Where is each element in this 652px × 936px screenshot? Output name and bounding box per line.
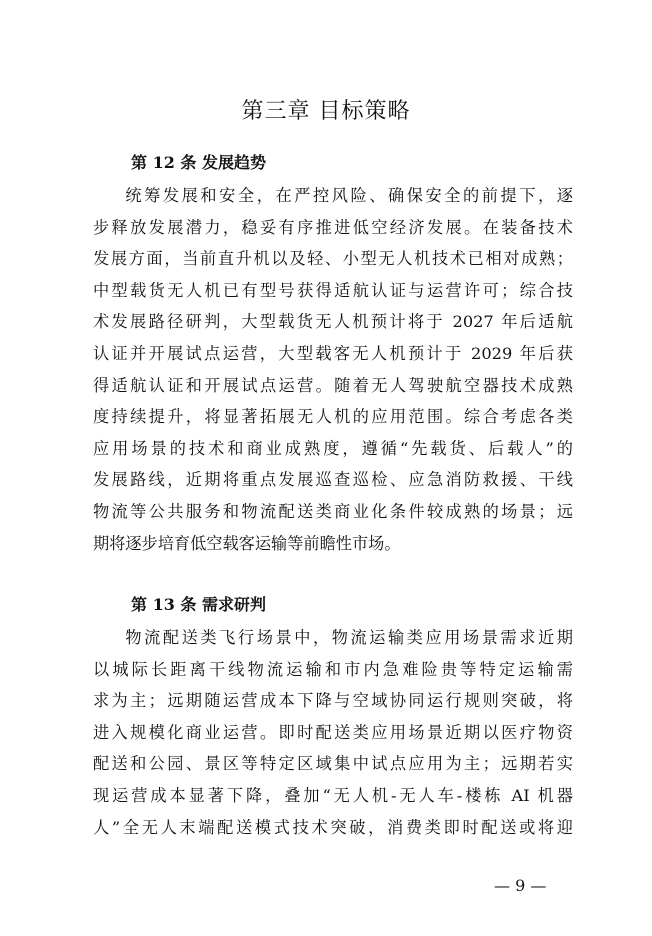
text-line: 度持续提升，将显著拓展无人机的应用范围。综合考虑各类: [93, 407, 573, 427]
text-line: 应用场景的技术和商业成熟度，遵循“先载货、后载人”的: [93, 438, 573, 458]
chapter-title: 第三章 目标策略: [241, 99, 411, 124]
text-line: 求为主；远期随运营成本下降与空域协同运行规则突破，将: [93, 691, 573, 711]
text-line: 配送和公园、景区等特定区域集中试点应用为主；远期若实: [93, 754, 573, 774]
text-line: 物流配送类飞行场景中，物流运输类应用场景需求近期: [125, 628, 573, 647]
text-line: 现运营成本显著下降，叠加“无人机-无人车-楼栋 AI 机器: [93, 785, 573, 805]
text-line: 得适航认证和开展试点运营。随着无人驾驶航空器技术成熟: [93, 375, 573, 395]
text-line: 术发展路径研判，大型载货无人机预计将于 2027 年后适航: [93, 312, 573, 332]
section-paragraph-13: [93, 622, 573, 843]
text-line: 统筹发展和安全，在严控风险、确保安全的前提下，逐: [125, 186, 573, 205]
text-line: 人”全无人末端配送模式技术突破，消费类即时配送或将迎: [93, 817, 573, 837]
text-line: 以城际长距离干线物流运输和市内急难险贵等特定运输需: [93, 659, 573, 679]
section-heading-12: 第 12 条 发展趋势: [131, 153, 266, 172]
section-paragraph-12: [93, 180, 573, 559]
text-line: 期将逐步培育低空载客运输等前瞻性市场。: [93, 533, 401, 553]
text-line: 中型载货无人机已有型号获得适航认证与运营许可；综合技: [93, 280, 573, 300]
text-line: 发展方面，当前直升机以及轻、小型无人机技术已相对成熟；: [93, 249, 573, 269]
text-line: 认证并开展试点运营，大型载客无人机预计于 2029 年后获: [93, 343, 573, 363]
page-number: — 9 —: [494, 876, 547, 895]
text-line: 进入规模化商业运营。即时配送类应用场景近期以医疗物资: [93, 722, 573, 742]
text-line: 物流等公共服务和物流配送类商业化条件较成熟的场景；远: [93, 501, 573, 521]
section-heading-13: 第 13 条 需求研判: [131, 595, 266, 614]
text-line: 步释放发展潜力，稳妥有序推进低空经济发展。在装备技术: [93, 217, 573, 237]
text-line: 发展路线，近期将重点发展巡查巡检、应急消防救援、干线: [93, 470, 573, 490]
